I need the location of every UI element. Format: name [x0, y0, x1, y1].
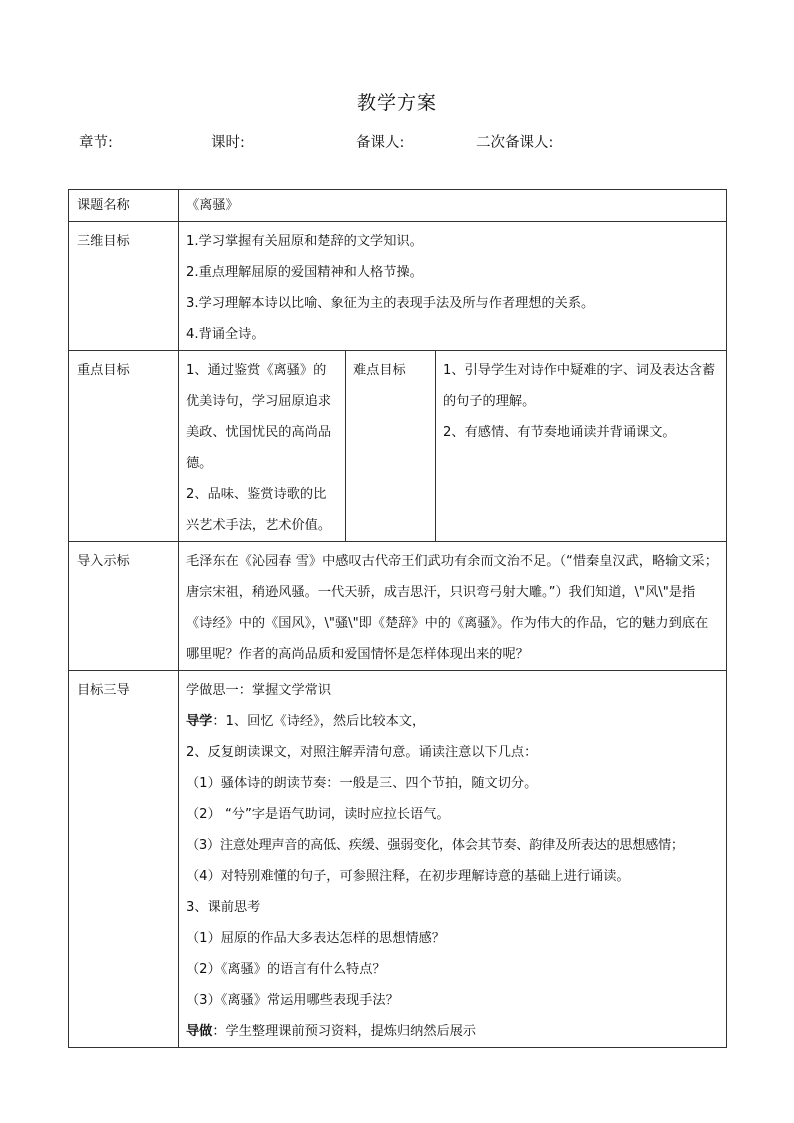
- guide-line: （4）对特别难懂的句子，可参照注释，在初步理解诗意的基础上进行诵读。: [186, 869, 630, 884]
- preparer-label: 备课人:: [356, 135, 405, 151]
- difficulty-item: 2、有感情、有节奏地诵读并背诵课文。: [443, 425, 676, 440]
- chapter-label: 章节:: [79, 135, 113, 151]
- guide-line: 导学：1、回忆《诗经》，然后比较本文，: [186, 714, 426, 729]
- guide-line-bold: 导做: [186, 1024, 213, 1039]
- topic-value: 《离骚》: [179, 190, 727, 222]
- guide-line: 3、课前思考: [186, 900, 261, 915]
- guide-line: （1）骚体诗的朗读节奏：一般是三、四个节拍，随文切分。: [186, 776, 538, 791]
- key-item: 2、品味、鉴赏诗歌的比兴艺术手法，艺术价值。: [186, 487, 332, 533]
- intro-text: 毛泽东在《沁园春 雪》中感叹古代帝王们武功有余而文治不足。（“惜秦皇汉武，略输文采；唐宗宋祖，稍逊风骚。一代天骄，成吉思汗，只识弯弓射大雕。”）我们知道，\"风\"是指《诗经》中的《国风》，\"骚\"即《楚辞》中的《离骚》。作为伟大的作品，它的魅力到底在哪里呢？作者的高尚品质和爱国情怀是怎样体现出来的呢？: [186, 554, 718, 662]
- difficulty-item: 1、引导学生对诗作中疑难的字、词及表达含蓄的句子的理解。: [443, 363, 716, 409]
- difficulty-label: 难点目标: [346, 351, 436, 542]
- second-preparer-label: 二次备课人:: [476, 135, 554, 151]
- goal-item: 3.学习理解本诗以比喻、象征为主的表现手法及所与作者理想的关系。: [186, 296, 595, 311]
- goals-row: [69, 222, 727, 351]
- goals-cell: [179, 222, 727, 351]
- goals-label: 三维目标: [69, 222, 179, 351]
- intro-cell: [179, 542, 727, 671]
- guide-cell: [179, 671, 727, 1048]
- intro-label: 导入示标: [69, 542, 179, 671]
- key-row: [69, 351, 727, 542]
- goal-item: 4.背诵全诗。: [186, 327, 265, 342]
- guide-line: （3）注意处理声音的高低、疾缓、强弱变化，体会其节奏、韵律及所表达的思想感情；: [186, 838, 684, 853]
- key-cell: [179, 351, 346, 542]
- guide-line: （3）《离骚》常运用哪些表现手法？: [186, 993, 399, 1008]
- guide-line-bold: 导学: [186, 714, 213, 729]
- period-label: 课时:: [211, 135, 245, 151]
- intro-row: [69, 542, 727, 671]
- guide-line: （2）《离骚》的语言有什么特点？: [186, 962, 386, 977]
- goal-item: 1.学习掌握有关屈原和楚辞的文学知识。: [186, 234, 423, 249]
- key-item: 1、通过鉴赏《离骚》的优美诗句，学习屈原追求美政、忧国忧民的高尚品德。: [186, 363, 332, 471]
- guide-line: （2） “兮”字是语气助词，读时应拉长语气。: [186, 807, 450, 822]
- page-title: 教学方案: [356, 92, 437, 114]
- guide-label: 目标三导: [69, 671, 179, 1048]
- guide-line: 导做：学生整理课前预习资料，提炼归纳然后展示: [186, 1024, 477, 1039]
- guide-line: （1）屈原的作品大多表达怎样的思想情感？: [186, 931, 445, 946]
- goal-item: 2.重点理解屈原的爱国精神和人格节操。: [186, 265, 423, 280]
- lesson-plan-table: [68, 189, 727, 1048]
- key-label: 重点目标: [69, 351, 179, 542]
- guide-row: [69, 671, 727, 1048]
- topic-row: [69, 190, 727, 222]
- topic-label: 课题名称: [69, 190, 179, 222]
- guide-line: 学做思一：掌握文学常识: [186, 683, 332, 698]
- guide-line: 2、反复朗读课文，对照注解弄清句意。诵读注意以下几点：: [186, 745, 538, 760]
- difficulty-cell: [436, 351, 727, 542]
